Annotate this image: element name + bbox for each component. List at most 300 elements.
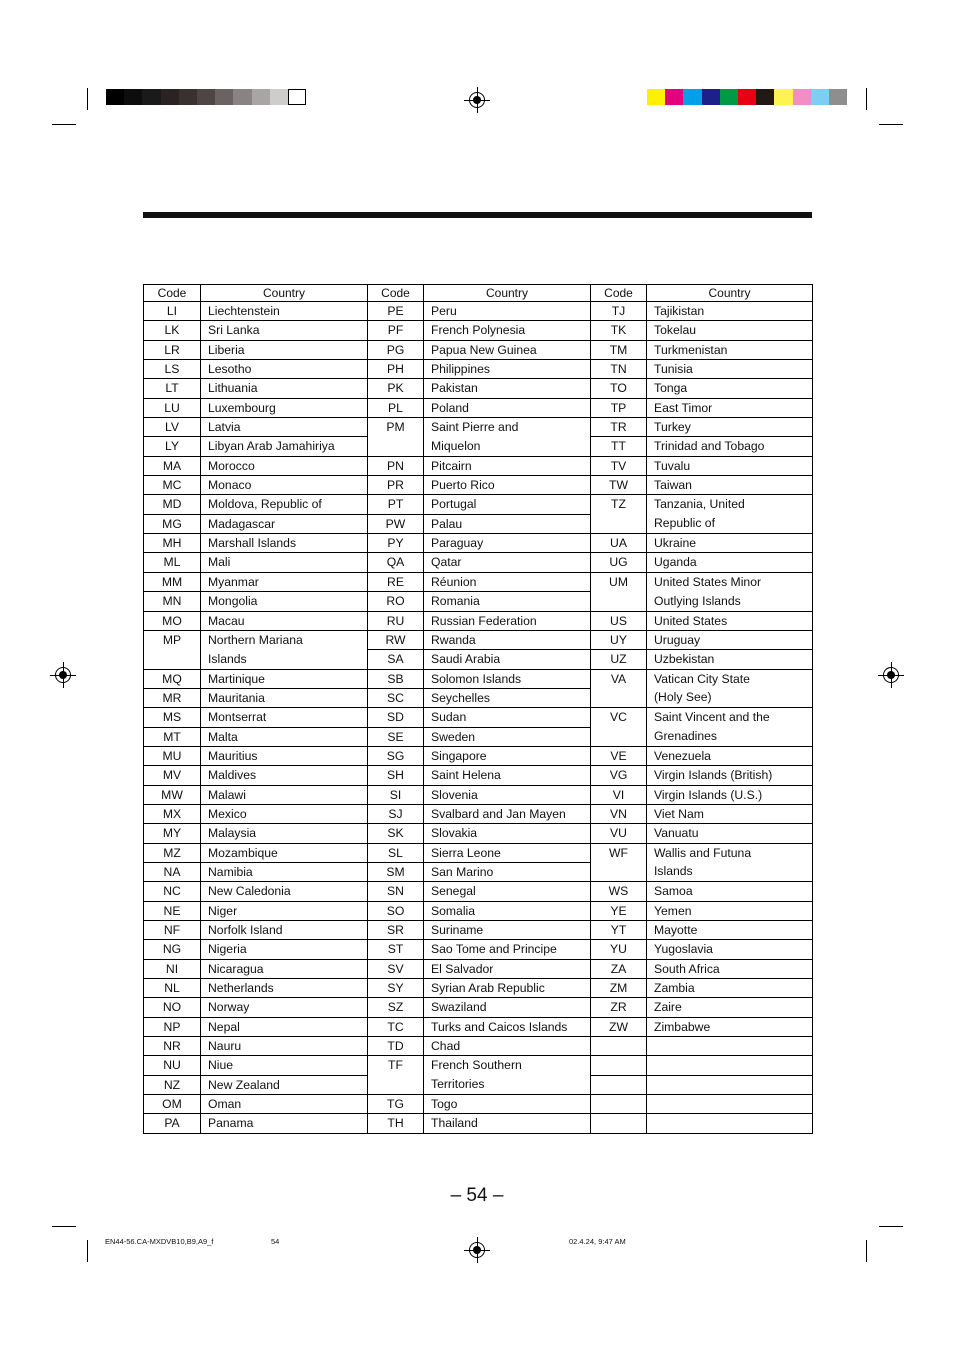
- footer-timestamp: 02.4.24, 9:47 AM: [569, 1237, 626, 1246]
- table-row: [144, 495, 813, 514]
- table-row: [144, 418, 813, 437]
- code-cell: SC: [368, 688, 424, 707]
- code-cell: MT: [144, 727, 201, 746]
- code-cell: MO: [144, 611, 201, 630]
- country-cell: Mauritania: [201, 688, 368, 707]
- table-row: [144, 360, 813, 379]
- code-cell: US: [591, 611, 647, 630]
- country-cell: Philippines: [424, 360, 591, 379]
- country-cell: Tuvalu: [647, 456, 813, 475]
- crop-mark: [87, 88, 88, 110]
- footer-filename: EN44-56.CA-MXDVB10,B9,A9_f: [105, 1237, 214, 1246]
- code-cell: [591, 1114, 647, 1133]
- code-cell: TZ: [591, 495, 647, 514]
- country-cell: Viet Nam: [647, 804, 813, 823]
- code-cell: PK: [368, 379, 424, 398]
- code-cell: NR: [144, 1037, 201, 1056]
- crop-mark: [879, 124, 903, 125]
- table-row: [144, 804, 813, 823]
- code-cell: PH: [368, 360, 424, 379]
- country-cell: Miquelon: [424, 437, 591, 456]
- country-cell: Saint Helena: [424, 766, 591, 785]
- color-swatch: [106, 89, 124, 105]
- country-cell: Yemen: [647, 901, 813, 920]
- country-cell: East Timor: [647, 398, 813, 417]
- code-cell: [591, 727, 647, 746]
- country-cell: Sudan: [424, 708, 591, 727]
- country-cell: Nigeria: [201, 940, 368, 959]
- code-cell: NG: [144, 940, 201, 959]
- code-cell: MA: [144, 456, 201, 475]
- country-cell: Uruguay: [647, 630, 813, 649]
- column-header-code: Code: [591, 285, 647, 302]
- country-cell: Norfolk Island: [201, 921, 368, 940]
- country-cell: New Caledonia: [201, 882, 368, 901]
- country-cell: Zambia: [647, 979, 813, 998]
- code-cell: [144, 650, 201, 669]
- code-cell: YT: [591, 921, 647, 940]
- table-row: [144, 843, 813, 862]
- country-cell: Saint Vincent and the: [647, 708, 813, 727]
- code-cell: UZ: [591, 650, 647, 669]
- color-swatch: [811, 89, 829, 105]
- column-header-country: Country: [201, 285, 368, 302]
- country-cell: Russian Federation: [424, 611, 591, 630]
- code-cell: LY: [144, 437, 201, 456]
- country-cell: Sri Lanka: [201, 321, 368, 340]
- code-cell: LT: [144, 379, 201, 398]
- table-row: [144, 650, 813, 669]
- code-cell: SH: [368, 766, 424, 785]
- code-cell: SY: [368, 979, 424, 998]
- country-cell: [647, 1037, 813, 1056]
- country-cell: Madagascar: [201, 514, 368, 533]
- country-cell: Monaco: [201, 476, 368, 495]
- country-cell: South Africa: [647, 959, 813, 978]
- table-row: [144, 302, 813, 321]
- country-cell: United States: [647, 611, 813, 630]
- code-cell: PN: [368, 456, 424, 475]
- country-cell: Romania: [424, 592, 591, 611]
- registration-mark-icon: [883, 667, 899, 683]
- code-cell: PA: [144, 1114, 201, 1133]
- country-cell: Morocco: [201, 456, 368, 475]
- code-cell: RO: [368, 592, 424, 611]
- code-cell: SA: [368, 650, 424, 669]
- country-cell: Wallis and Futuna: [647, 843, 813, 862]
- country-cell: Outlying Islands: [647, 592, 813, 611]
- code-cell: MD: [144, 495, 201, 514]
- country-cell: [647, 1114, 813, 1133]
- country-cell: Singapore: [424, 746, 591, 765]
- country-cell: Taiwan: [647, 476, 813, 495]
- code-cell: [368, 437, 424, 456]
- country-cell: Tanzania, United: [647, 495, 813, 514]
- code-cell: YU: [591, 940, 647, 959]
- color-swatch: [720, 89, 738, 105]
- country-cell: Turkmenistan: [647, 340, 813, 359]
- country-cell: Tokelau: [647, 321, 813, 340]
- registration-mark-icon: [469, 92, 485, 108]
- code-cell: NO: [144, 998, 201, 1017]
- country-cell: French Polynesia: [424, 321, 591, 340]
- code-cell: VC: [591, 708, 647, 727]
- code-cell: RE: [368, 572, 424, 591]
- code-cell: SR: [368, 921, 424, 940]
- table-row: [144, 785, 813, 804]
- country-cell: Samoa: [647, 882, 813, 901]
- country-cell: Northern Mariana: [201, 630, 368, 649]
- color-swatch: [702, 89, 720, 105]
- code-cell: YE: [591, 901, 647, 920]
- code-cell: [591, 862, 647, 881]
- country-cell: Lesotho: [201, 360, 368, 379]
- country-cell: Peru: [424, 302, 591, 321]
- code-cell: TG: [368, 1095, 424, 1114]
- code-cell: TH: [368, 1114, 424, 1133]
- code-cell: PF: [368, 321, 424, 340]
- table-header-row: [144, 285, 813, 302]
- color-swatch: [665, 89, 683, 105]
- country-cell: Paraguay: [424, 534, 591, 553]
- registration-mark-icon: [469, 1242, 485, 1258]
- country-cell: Suriname: [424, 921, 591, 940]
- code-cell: WS: [591, 882, 647, 901]
- country-cell: Mexico: [201, 804, 368, 823]
- country-cell: Vatican City State: [647, 669, 813, 688]
- code-cell: LU: [144, 398, 201, 417]
- color-swatch: [252, 89, 270, 105]
- country-cell: Mauritius: [201, 746, 368, 765]
- code-cell: VA: [591, 669, 647, 688]
- code-cell: TD: [368, 1037, 424, 1056]
- table-row: [144, 998, 813, 1017]
- code-cell: TR: [591, 418, 647, 437]
- table-row: [144, 1056, 813, 1075]
- country-cell: Liechtenstein: [201, 302, 368, 321]
- code-cell: [591, 592, 647, 611]
- country-cell: Turkey: [647, 418, 813, 437]
- country-cell: Svalbard and Jan Mayen: [424, 804, 591, 823]
- country-cell: Togo: [424, 1095, 591, 1114]
- country-cell: Papua New Guinea: [424, 340, 591, 359]
- country-cell: (Holy See): [647, 688, 813, 707]
- code-cell: TP: [591, 398, 647, 417]
- table-row: [144, 379, 813, 398]
- table-row: [144, 746, 813, 765]
- code-cell: UM: [591, 572, 647, 591]
- code-cell: TK: [591, 321, 647, 340]
- country-cell: Libyan Arab Jamahiriya: [201, 437, 368, 456]
- code-cell: ZR: [591, 998, 647, 1017]
- color-swatch: [215, 89, 233, 105]
- registration-mark-icon: [55, 667, 71, 683]
- table-row: [144, 824, 813, 843]
- crop-mark: [866, 1240, 867, 1262]
- color-swatch: [179, 89, 197, 105]
- code-cell: LR: [144, 340, 201, 359]
- footer-page: 54: [271, 1237, 280, 1246]
- country-cell: Palau: [424, 514, 591, 533]
- code-cell: SI: [368, 785, 424, 804]
- code-cell: MR: [144, 688, 201, 707]
- code-cell: [591, 1037, 647, 1056]
- code-cell: NA: [144, 862, 201, 881]
- color-swatch: [647, 89, 665, 105]
- country-cell: Slovenia: [424, 785, 591, 804]
- country-cell: Grenadines: [647, 727, 813, 746]
- table-row: [144, 572, 813, 591]
- table-row: [144, 959, 813, 978]
- code-cell: VE: [591, 746, 647, 765]
- color-swatch: [774, 89, 792, 105]
- country-cell: Syrian Arab Republic: [424, 979, 591, 998]
- code-cell: PR: [368, 476, 424, 495]
- country-cell: Martinique: [201, 669, 368, 688]
- table-row: [144, 340, 813, 359]
- country-cell: Ukraine: [647, 534, 813, 553]
- country-cell: Montserrat: [201, 708, 368, 727]
- country-cell: Netherlands: [201, 979, 368, 998]
- color-swatch: [288, 89, 306, 105]
- crop-mark: [52, 1226, 76, 1227]
- code-cell: MY: [144, 824, 201, 843]
- table-row: [144, 321, 813, 340]
- country-cell: Slovakia: [424, 824, 591, 843]
- country-cell: Venezuela: [647, 746, 813, 765]
- country-cell: Tonga: [647, 379, 813, 398]
- country-cell: Mali: [201, 553, 368, 572]
- code-cell: [591, 1056, 647, 1075]
- header-rule: [143, 212, 812, 218]
- crop-mark: [87, 1240, 88, 1262]
- country-cell: San Marino: [424, 862, 591, 881]
- table-row: [144, 1037, 813, 1056]
- table-row: [144, 669, 813, 688]
- country-cell: Somalia: [424, 901, 591, 920]
- crop-mark: [52, 124, 76, 125]
- code-cell: SM: [368, 862, 424, 881]
- code-cell: NP: [144, 1017, 201, 1036]
- code-cell: NI: [144, 959, 201, 978]
- country-cell: Malaysia: [201, 824, 368, 843]
- code-cell: PL: [368, 398, 424, 417]
- code-cell: MZ: [144, 843, 201, 862]
- table-row: [144, 940, 813, 959]
- code-cell: ZA: [591, 959, 647, 978]
- table-row: [144, 708, 813, 727]
- country-cell: Malta: [201, 727, 368, 746]
- country-cell: [647, 1075, 813, 1094]
- color-swatch: [683, 89, 701, 105]
- table-row: [144, 437, 813, 456]
- color-swatch: [197, 89, 215, 105]
- table-row: [144, 553, 813, 572]
- country-cell: Tunisia: [647, 360, 813, 379]
- code-cell: NU: [144, 1056, 201, 1075]
- page-number: – 54 –: [450, 1185, 504, 1206]
- country-cell: Oman: [201, 1095, 368, 1114]
- code-cell: UA: [591, 534, 647, 553]
- country-cell: Myanmar: [201, 572, 368, 591]
- country-cell: Seychelles: [424, 688, 591, 707]
- country-cell: Poland: [424, 398, 591, 417]
- country-cell: Nepal: [201, 1017, 368, 1036]
- country-cell: French Southern: [424, 1056, 591, 1075]
- table-row: [144, 611, 813, 630]
- code-cell: TJ: [591, 302, 647, 321]
- code-cell: NF: [144, 921, 201, 940]
- country-cell: [647, 1056, 813, 1075]
- code-cell: OM: [144, 1095, 201, 1114]
- code-cell: SG: [368, 746, 424, 765]
- code-cell: [591, 1095, 647, 1114]
- table-row: [144, 921, 813, 940]
- code-cell: SE: [368, 727, 424, 746]
- table-row: [144, 476, 813, 495]
- code-cell: [591, 1075, 647, 1094]
- table-row: [144, 1114, 813, 1133]
- country-code-table: [143, 284, 813, 1134]
- code-cell: MV: [144, 766, 201, 785]
- code-cell: SN: [368, 882, 424, 901]
- column-header-country: Country: [424, 285, 591, 302]
- table-row: [144, 592, 813, 611]
- country-cell: Maldives: [201, 766, 368, 785]
- country-cell: Mayotte: [647, 921, 813, 940]
- country-cell: Solomon Islands: [424, 669, 591, 688]
- code-cell: TT: [591, 437, 647, 456]
- code-cell: TF: [368, 1056, 424, 1075]
- code-cell: TC: [368, 1017, 424, 1036]
- country-cell: Liberia: [201, 340, 368, 359]
- code-cell: ST: [368, 940, 424, 959]
- code-cell: TO: [591, 379, 647, 398]
- code-cell: LS: [144, 360, 201, 379]
- code-cell: SO: [368, 901, 424, 920]
- code-cell: VN: [591, 804, 647, 823]
- table-row: [144, 1017, 813, 1036]
- country-cell: Uganda: [647, 553, 813, 572]
- country-cell: Réunion: [424, 572, 591, 591]
- code-cell: MX: [144, 804, 201, 823]
- country-cell: New Zealand: [201, 1075, 368, 1094]
- code-cell: PW: [368, 514, 424, 533]
- table-row: [144, 979, 813, 998]
- country-cell: Qatar: [424, 553, 591, 572]
- code-cell: RW: [368, 630, 424, 649]
- country-cell: Chad: [424, 1037, 591, 1056]
- country-cell: Turks and Caicos Islands: [424, 1017, 591, 1036]
- code-cell: RU: [368, 611, 424, 630]
- code-cell: TW: [591, 476, 647, 495]
- country-cell: Senegal: [424, 882, 591, 901]
- country-cell: Puerto Rico: [424, 476, 591, 495]
- code-cell: UY: [591, 630, 647, 649]
- table-row: [144, 514, 813, 533]
- code-cell: MQ: [144, 669, 201, 688]
- code-cell: [591, 514, 647, 533]
- table-row: [144, 727, 813, 746]
- country-cell: Lithuania: [201, 379, 368, 398]
- code-cell: MG: [144, 514, 201, 533]
- color-swatch: [829, 89, 847, 105]
- country-cell: United States Minor: [647, 572, 813, 591]
- country-cell: Moldova, Republic of: [201, 495, 368, 514]
- code-cell: MH: [144, 534, 201, 553]
- code-cell: TM: [591, 340, 647, 359]
- color-swatch: [233, 89, 251, 105]
- country-cell: Macau: [201, 611, 368, 630]
- country-cell: Uzbekistan: [647, 650, 813, 669]
- column-header-code: Code: [368, 285, 424, 302]
- country-cell: Territories: [424, 1075, 591, 1094]
- country-cell: Marshall Islands: [201, 534, 368, 553]
- code-cell: PY: [368, 534, 424, 553]
- code-cell: VI: [591, 785, 647, 804]
- country-cell: Latvia: [201, 418, 368, 437]
- code-cell: SZ: [368, 998, 424, 1017]
- country-cell: Yugoslavia: [647, 940, 813, 959]
- table-row: [144, 1075, 813, 1094]
- column-header-code: Code: [144, 285, 201, 302]
- table-row: [144, 534, 813, 553]
- country-cell: Tajikistan: [647, 302, 813, 321]
- color-swatch: [161, 89, 179, 105]
- country-cell: Pitcairn: [424, 456, 591, 475]
- country-cell: Virgin Islands (U.S.): [647, 785, 813, 804]
- country-cell: Rwanda: [424, 630, 591, 649]
- code-cell: VG: [591, 766, 647, 785]
- country-cell: [647, 1095, 813, 1114]
- country-cell: Sao Tome and Principe: [424, 940, 591, 959]
- country-cell: Nicaragua: [201, 959, 368, 978]
- table-row: [144, 688, 813, 707]
- table-row: [144, 1095, 813, 1114]
- country-cell: Pakistan: [424, 379, 591, 398]
- code-cell: [368, 1075, 424, 1094]
- table-row: [144, 901, 813, 920]
- code-cell: NZ: [144, 1075, 201, 1094]
- code-cell: MC: [144, 476, 201, 495]
- code-cell: SB: [368, 669, 424, 688]
- country-cell: Panama: [201, 1114, 368, 1133]
- code-cell: SL: [368, 843, 424, 862]
- code-cell: LI: [144, 302, 201, 321]
- country-cell: Luxembourg: [201, 398, 368, 417]
- table-row: [144, 766, 813, 785]
- code-cell: ML: [144, 553, 201, 572]
- code-cell: SK: [368, 824, 424, 843]
- code-cell: NE: [144, 901, 201, 920]
- table-row: [144, 882, 813, 901]
- code-cell: NC: [144, 882, 201, 901]
- country-cell: Thailand: [424, 1114, 591, 1133]
- country-cell: Namibia: [201, 862, 368, 881]
- code-cell: ZM: [591, 979, 647, 998]
- code-cell: PT: [368, 495, 424, 514]
- code-cell: SJ: [368, 804, 424, 823]
- country-cell: Portugal: [424, 495, 591, 514]
- table-row: [144, 456, 813, 475]
- code-cell: PM: [368, 418, 424, 437]
- code-cell: MN: [144, 592, 201, 611]
- country-cell: Virgin Islands (British): [647, 766, 813, 785]
- code-cell: MM: [144, 572, 201, 591]
- country-cell: Mongolia: [201, 592, 368, 611]
- country-cell: Mozambique: [201, 843, 368, 862]
- crop-mark: [866, 88, 867, 110]
